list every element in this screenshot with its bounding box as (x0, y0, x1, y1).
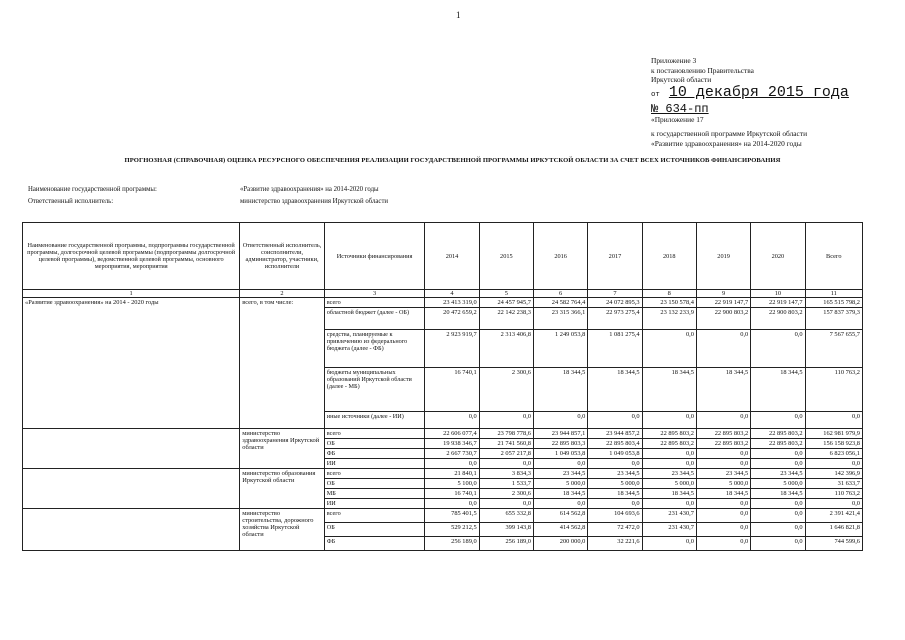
value-cell: 20 472 659,2 (425, 308, 479, 330)
value-cell: 1 049 053,8 (588, 449, 642, 459)
column-number: 1 (23, 290, 240, 298)
value-cell: 22 606 077,4 (425, 429, 479, 439)
table-row (23, 429, 863, 439)
value-cell: 0,0 (696, 523, 750, 537)
value-cell: 1 249 053,8 (534, 330, 588, 368)
header-row (23, 223, 863, 290)
appendix-line: Приложение 3 (651, 56, 697, 65)
column-number: 4 (425, 290, 479, 298)
value-cell: 399 143,8 (479, 523, 533, 537)
date-stamp: 10 декабря 2015 года (668, 83, 849, 101)
column-number: 10 (751, 290, 805, 298)
value-cell: 0,0 (479, 459, 533, 469)
column-number: 2 (240, 290, 325, 298)
value-cell: 0,0 (534, 412, 588, 429)
value-cell: 0,0 (425, 412, 479, 429)
value-cell: 22 142 238,3 (479, 308, 533, 330)
value-cell: 2 923 919,7 (425, 330, 479, 368)
value-cell: 110 763,2 (805, 489, 862, 499)
value-cell: 7 567 655,7 (805, 330, 862, 368)
header-year: 2016 (534, 223, 588, 290)
value-cell: 21 840,1 (425, 469, 479, 479)
header-year: 2014 (425, 223, 479, 290)
header-year: 2020 (751, 223, 805, 290)
value-cell: 19 938 346,7 (425, 439, 479, 449)
value-cell: 18 344,5 (588, 368, 642, 412)
source-cell: средства, планируемые к привлечению из федерального бюджета (далее - ФБ) (324, 330, 425, 368)
value-cell: 157 837 379,3 (805, 308, 862, 330)
value-cell: 18 344,5 (588, 489, 642, 499)
executor-cell: министерство строительства, дорожного хозяйства Иркутской области (240, 509, 325, 551)
value-cell: 16 740,1 (425, 368, 479, 412)
value-cell: 1 049 053,8 (534, 449, 588, 459)
value-cell: 165 515 798,2 (805, 298, 862, 308)
value-cell: 0,0 (642, 499, 696, 509)
empty-name-cell (23, 429, 240, 469)
value-cell: 22 895 803,3 (534, 439, 588, 449)
value-cell: 231 430,7 (642, 523, 696, 537)
value-cell: 22 895 803,2 (751, 439, 805, 449)
value-cell: 23 344,5 (696, 469, 750, 479)
value-cell: 22 900 803,2 (696, 308, 750, 330)
value-cell: 0,0 (696, 449, 750, 459)
value-cell: 0,0 (751, 330, 805, 368)
value-cell: 1 533,7 (479, 479, 533, 489)
source-cell: ФБ (324, 449, 425, 459)
value-cell: 0,0 (479, 499, 533, 509)
value-cell: 0,0 (751, 509, 805, 523)
value-cell: 0,0 (642, 412, 696, 429)
value-cell: 22 895 803,2 (642, 439, 696, 449)
value-cell: 18 344,5 (534, 489, 588, 499)
column-number: 11 (805, 290, 862, 298)
appendix-line: к государственной программе Иркутской области (651, 129, 808, 139)
table-row (23, 509, 863, 523)
value-cell: 162 981 979,9 (805, 429, 862, 439)
value-cell: 72 472,0 (588, 523, 642, 537)
value-cell: 2 391 421,4 (805, 509, 862, 523)
value-cell: 5 000,0 (588, 479, 642, 489)
value-cell: 2 300,6 (479, 489, 533, 499)
value-cell: 0,0 (751, 449, 805, 459)
value-cell: 24 072 895,3 (588, 298, 642, 308)
value-cell: 23 344,5 (642, 469, 696, 479)
value-cell: 23 944 857,2 (588, 429, 642, 439)
column-number: 5 (479, 290, 533, 298)
value-cell: 785 401,5 (425, 509, 479, 523)
value-cell: 0,0 (642, 459, 696, 469)
value-cell: 18 344,5 (642, 489, 696, 499)
header-executor: Ответственный исполнитель, соисполнители, администратор, участники, исполнители (240, 223, 325, 290)
value-cell: 0,0 (751, 499, 805, 509)
source-cell: МБ (324, 489, 425, 499)
value-cell: 414 562,8 (534, 523, 588, 537)
header-year: 2017 (588, 223, 642, 290)
column-number: 7 (588, 290, 642, 298)
number-stamp: № 634-пп (651, 101, 709, 116)
value-cell: 22 895 803,2 (696, 439, 750, 449)
value-cell: 104 693,6 (588, 509, 642, 523)
value-cell: 23 315 366,1 (534, 308, 588, 330)
value-cell: 6 823 056,1 (805, 449, 862, 459)
value-cell: 200 000,0 (534, 537, 588, 551)
value-cell: 23 150 578,4 (642, 298, 696, 308)
value-cell: 0,0 (696, 537, 750, 551)
value-cell: 614 562,8 (534, 509, 588, 523)
value-cell: 23 344,5 (588, 469, 642, 479)
value-cell: 655 332,8 (479, 509, 533, 523)
value-cell: 18 344,5 (642, 368, 696, 412)
value-cell: 2 667 730,7 (425, 449, 479, 459)
value-cell: 2 300,6 (479, 368, 533, 412)
value-cell: 18 344,5 (696, 489, 750, 499)
value-cell: 22 973 275,4 (588, 308, 642, 330)
column-number: 9 (696, 290, 750, 298)
value-cell: 24 582 764,4 (534, 298, 588, 308)
appendix-block (651, 56, 849, 149)
value-cell: 23 944 857,1 (534, 429, 588, 439)
header-year: 2018 (642, 223, 696, 290)
executor-meta-row (28, 198, 388, 205)
value-cell: 142 396,9 (805, 469, 862, 479)
value-cell: 22 919 147,7 (696, 298, 750, 308)
value-cell: 0,0 (588, 459, 642, 469)
value-cell: 110 763,2 (805, 368, 862, 412)
value-cell: 18 344,5 (534, 368, 588, 412)
executor-cell: министерство образования Иркутской области (240, 469, 325, 509)
appendix-line: к постановлению Правительства (651, 65, 754, 75)
appendix-line: Иркутской области (651, 75, 712, 85)
value-cell: 18 344,5 (751, 489, 805, 499)
financing-table (22, 222, 863, 551)
appendix-line: «Приложение 17 (651, 114, 704, 124)
value-cell: 22 895 803,2 (751, 429, 805, 439)
value-cell: 0,0 (588, 499, 642, 509)
number-stamp-line (651, 103, 849, 115)
value-cell: 0,0 (588, 412, 642, 429)
value-cell: 22 895 803,4 (588, 439, 642, 449)
source-cell: ОБ (324, 523, 425, 537)
source-cell: всего (324, 298, 425, 308)
value-cell: 0,0 (751, 459, 805, 469)
value-cell: 0,0 (534, 459, 588, 469)
source-cell: всего (324, 509, 425, 523)
value-cell: 0,0 (534, 499, 588, 509)
value-cell: 5 000,0 (642, 479, 696, 489)
program-executor-cell: всего, в том числе: (240, 298, 325, 429)
value-cell: 32 221,6 (588, 537, 642, 551)
source-cell: областной бюджет (далее - ОБ) (324, 308, 425, 330)
value-cell: 0,0 (642, 537, 696, 551)
program-name-cell: «Развитие здравоохранения» на 2014 - 2020 годы (23, 298, 240, 429)
table-body (23, 290, 863, 551)
source-cell: бюджеты муниципальных образований Иркутской области (далее - МБ) (324, 368, 425, 412)
header-name: Наименование государственной программы, подпрограммы государственной программы, долгосрочной целевой программы (подпрограммы долгосрочной целевой программы), ведомственной целевой программы, основного мероприятия, мероприятия (23, 223, 240, 290)
value-cell: 1 646 821,8 (805, 523, 862, 537)
ot-label: от (651, 90, 660, 99)
source-cell: ФБ (324, 537, 425, 551)
table-row (23, 469, 863, 479)
value-cell: 5 000,0 (751, 479, 805, 489)
value-cell: 3 834,3 (479, 469, 533, 479)
value-cell: 2 057 217,8 (479, 449, 533, 459)
value-cell: 529 212,5 (425, 523, 479, 537)
value-cell: 21 741 560,8 (479, 439, 533, 449)
executor-cell: министерство здравоохранения Иркутской области (240, 429, 325, 469)
table-row (23, 298, 863, 308)
program-meta-row (28, 186, 379, 193)
source-cell: иные источники (далее - ИИ) (324, 412, 425, 429)
value-cell: 22 895 803,2 (696, 429, 750, 439)
value-cell: 0,0 (642, 330, 696, 368)
value-cell: 231 430,7 (642, 509, 696, 523)
value-cell: 0,0 (805, 499, 862, 509)
source-cell: ИИ (324, 459, 425, 469)
value-cell: 23 344,5 (534, 469, 588, 479)
executor-value: министерство здравоохранения Иркутской области (240, 198, 389, 205)
value-cell: 0,0 (751, 523, 805, 537)
value-cell: 256 189,0 (479, 537, 533, 551)
value-cell: 0,0 (696, 509, 750, 523)
value-cell: 22 900 803,2 (751, 308, 805, 330)
value-cell: 5 100,0 (425, 479, 479, 489)
value-cell: 744 599,6 (805, 537, 862, 551)
value-cell: 2 313 406,8 (479, 330, 533, 368)
value-cell: 0,0 (696, 459, 750, 469)
column-number: 8 (642, 290, 696, 298)
value-cell: 0,0 (696, 330, 750, 368)
value-cell: 0,0 (696, 499, 750, 509)
page-number: 1 (456, 10, 461, 20)
value-cell: 16 740,1 (425, 489, 479, 499)
value-cell: 23 132 233,9 (642, 308, 696, 330)
program-label: Наименование государственной программы: (28, 186, 157, 193)
value-cell: 256 189,0 (425, 537, 479, 551)
value-cell: 0,0 (751, 537, 805, 551)
date-stamp-line (651, 85, 849, 103)
header-sources: Источники финансирования (324, 223, 425, 290)
appendix-line: «Развитие здравоохранения» на 2014-2020 годы (651, 138, 802, 148)
value-cell: 18 344,5 (696, 368, 750, 412)
empty-name-cell (23, 469, 240, 509)
value-cell: 5 000,0 (696, 479, 750, 489)
header-year: 2015 (479, 223, 533, 290)
value-cell: 1 081 275,4 (588, 330, 642, 368)
source-cell: всего (324, 469, 425, 479)
column-number-row (23, 290, 863, 298)
header-total: Всего (805, 223, 862, 290)
value-cell: 0,0 (425, 459, 479, 469)
value-cell: 22 919 147,7 (751, 298, 805, 308)
value-cell: 23 798 778,6 (479, 429, 533, 439)
column-number: 6 (534, 290, 588, 298)
value-cell: 31 633,7 (805, 479, 862, 489)
program-value: «Развитие здравоохранения» на 2014-2020 годы (240, 186, 379, 193)
source-cell: ИИ (324, 499, 425, 509)
value-cell: 0,0 (479, 412, 533, 429)
value-cell: 0,0 (425, 499, 479, 509)
document-title: ПРОГНОЗНАЯ (СПРАВОЧНАЯ) ОЦЕНКА РЕСУРСНОГО ОБЕСПЕЧЕНИЯ РЕАЛИЗАЦИИ ГОСУДАРСТВЕННОЙ ПРОГРАММЫ ИРКУТСКОЙ ОБЛАСТИ ЗА СЧЕТ ВСЕХ ИСТОЧНИКОВ ФИНАНСИРОВАНИЯ (124, 157, 781, 164)
header-year: 2019 (696, 223, 750, 290)
value-cell: 23 413 319,0 (425, 298, 479, 308)
source-cell: ОБ (324, 479, 425, 489)
value-cell: 23 344,5 (751, 469, 805, 479)
value-cell: 18 344,5 (751, 368, 805, 412)
value-cell: 24 457 945,7 (479, 298, 533, 308)
executor-label: Ответственный исполнитель: (28, 198, 114, 205)
value-cell: 0,0 (805, 412, 862, 429)
source-cell: всего (324, 429, 425, 439)
empty-name-cell (23, 509, 240, 551)
value-cell: 5 000,0 (534, 479, 588, 489)
value-cell: 156 158 923,8 (805, 439, 862, 449)
value-cell: 22 895 803,2 (642, 429, 696, 439)
value-cell: 0,0 (696, 412, 750, 429)
source-cell: ОБ (324, 439, 425, 449)
value-cell: 0,0 (805, 459, 862, 469)
value-cell: 0,0 (642, 449, 696, 459)
column-number: 3 (324, 290, 425, 298)
value-cell: 0,0 (751, 412, 805, 429)
